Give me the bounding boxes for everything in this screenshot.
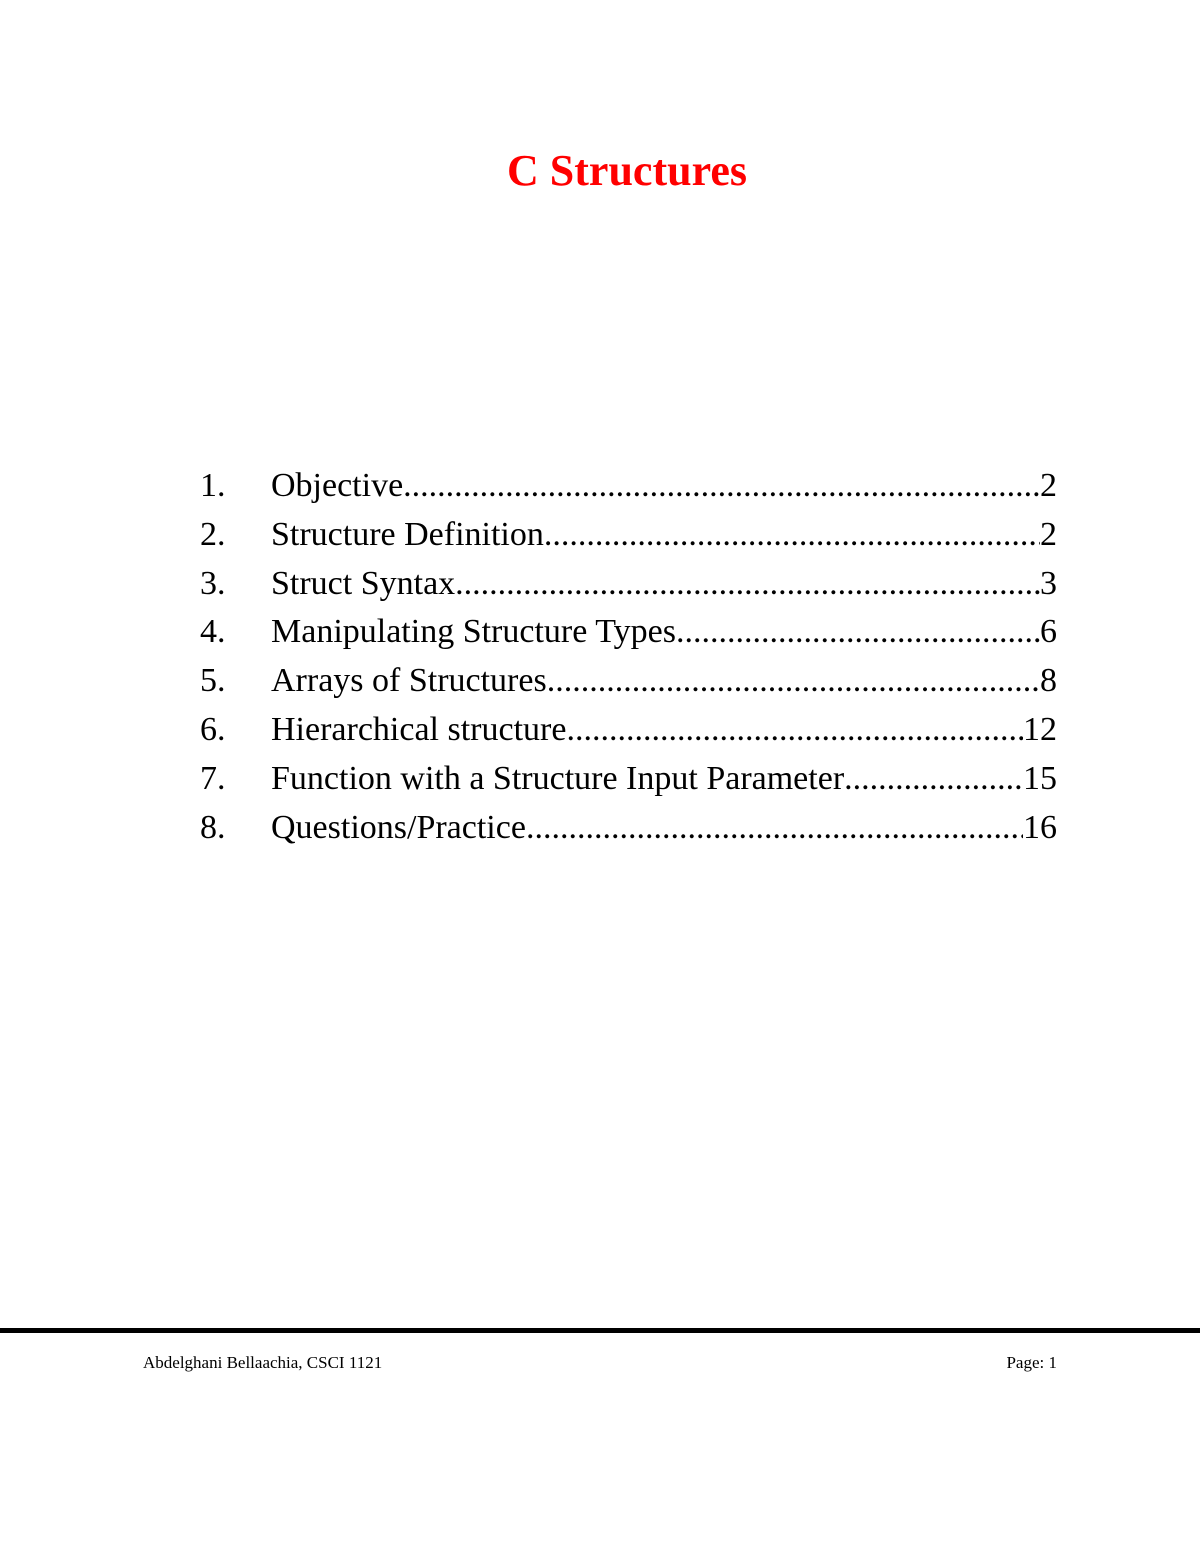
table-of-contents [200, 462, 1057, 852]
toc-entry[interactable] [200, 755, 1057, 804]
toc-leader-dots [403, 462, 1040, 511]
toc-entry-number: 3. [200, 564, 226, 602]
toc-entry-title: Function with a Structure Input Parameter [271, 759, 845, 797]
toc-leader-dots [455, 560, 1040, 609]
toc-entry-title: Questions/Practice [271, 808, 526, 846]
toc-entry-page: 6 [1040, 613, 1057, 651]
toc-entry-number: 8. [200, 808, 226, 846]
footer-author: Abdelghani Bellaachia, CSCI 1121 [143, 1353, 383, 1372]
toc-entry-page: 2 [1040, 515, 1057, 553]
toc-entry[interactable] [200, 657, 1057, 706]
toc-entry-page: 3 [1040, 564, 1057, 602]
toc-entry-number: 2. [200, 515, 226, 553]
toc-leader-dots [676, 608, 1040, 657]
toc-entry-title: Manipulating Structure Types [271, 613, 676, 651]
toc-entry[interactable] [200, 511, 1057, 560]
footer-page-number: Page: 1 [1006, 1353, 1057, 1372]
toc-entry-number: 1. [200, 467, 226, 504]
toc-entry-number: 7. [200, 759, 226, 797]
toc-entry-page: 15 [1023, 759, 1057, 797]
toc-entry-page: 16 [1023, 808, 1057, 846]
toc-entry-number: 6. [200, 710, 226, 748]
toc-entry-title: Structure Definition [271, 515, 544, 553]
toc-entry-title: Hierarchical structure [271, 710, 567, 748]
toc-entry[interactable] [200, 560, 1057, 609]
toc-leader-dots [547, 657, 1040, 706]
toc-entry[interactable] [200, 706, 1057, 755]
toc-entry-title: Arrays of Structures [271, 662, 547, 700]
toc-leader-dots [544, 511, 1040, 560]
toc-entry-page: 2 [1040, 467, 1057, 504]
toc-leader-dots [566, 706, 1023, 755]
toc-leader-dots [526, 804, 1023, 853]
toc-entry-number: 5. [200, 662, 226, 700]
page-title: C Structures [507, 146, 747, 195]
toc-entry-title: Struct Syntax [271, 564, 456, 602]
toc-entry-title: Objective [271, 467, 404, 504]
toc-entry[interactable] [200, 608, 1057, 657]
footer-divider [0, 1328, 1200, 1333]
toc-entry[interactable] [200, 462, 1057, 511]
toc-entry[interactable] [200, 804, 1057, 853]
toc-entry-number: 4. [200, 613, 226, 651]
toc-entry-page: 12 [1023, 710, 1057, 748]
toc-leader-dots [844, 755, 1023, 804]
toc-entry-page: 8 [1040, 662, 1057, 700]
